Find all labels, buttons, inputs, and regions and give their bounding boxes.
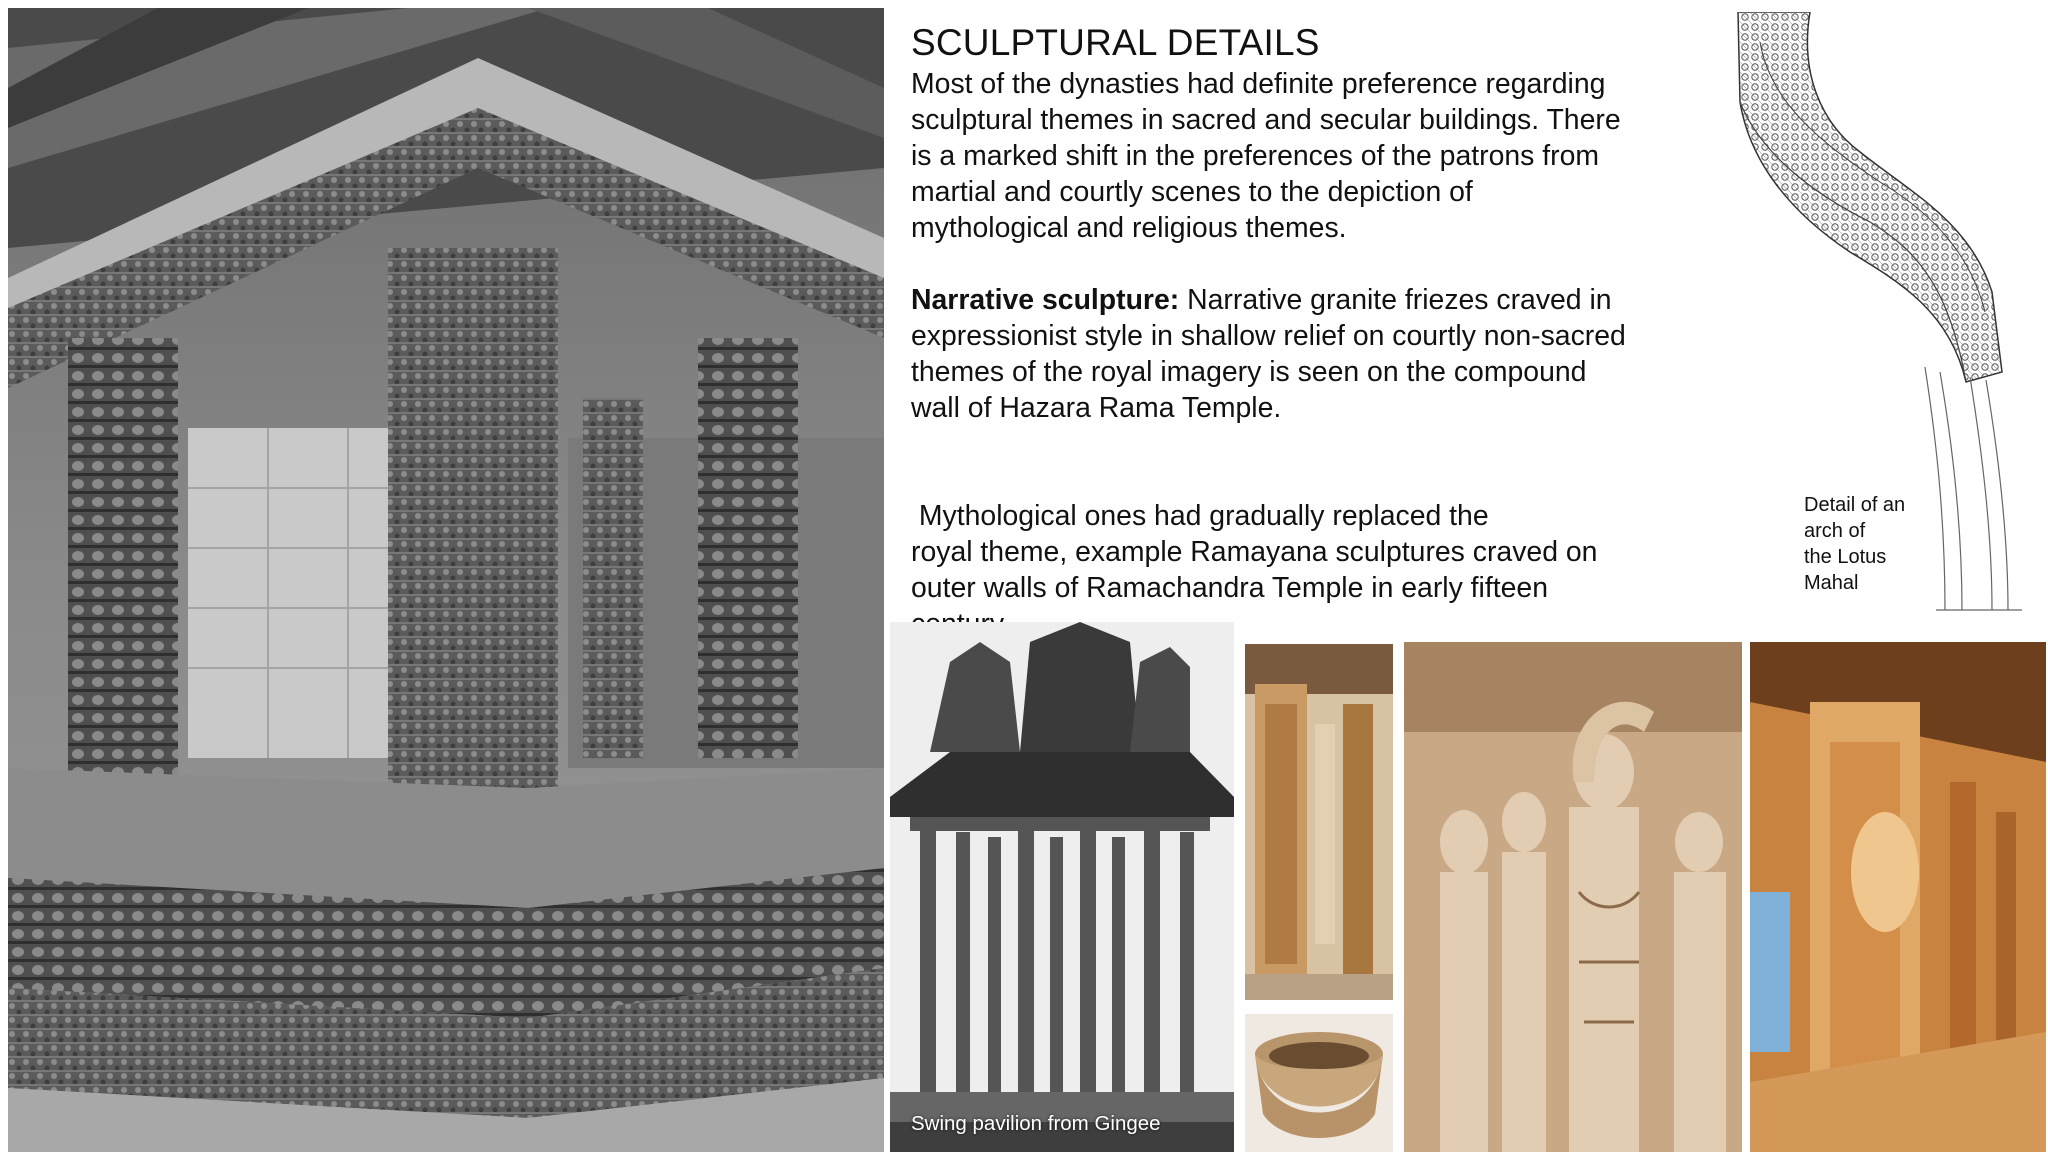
intro-line: Most of the dynasties had definite preference regarding [911,68,1606,100]
pillared-corridor-photo [1750,642,2046,1152]
stone-bowl-photo [1245,1014,1393,1152]
mythological-line: Mythological ones had gradually replaced the [911,500,1489,532]
narrative-line: themes of the royal imagery is seen on the compound [911,356,1587,388]
intro-line: martial and courtly scenes to the depiction of [911,176,1473,208]
text-block [911,22,1701,642]
intro-paragraph [911,66,1701,246]
relief-sculpture-photo [1404,642,1742,1152]
carved-pavilion-photo [8,8,884,1152]
narrative-label: Narrative sculpture: [911,284,1180,316]
mythological-line: outer walls of Ramachandra Temple in early fifteen [911,572,1549,604]
arch-caption-line: Mahal [1804,572,1859,594]
mythological-paragraph [911,462,1701,642]
narrative-paragraph [911,282,1701,426]
arch-caption [1804,492,1954,596]
carved-pillar-photo [1245,644,1393,1000]
arch-caption-line: arch of [1804,520,1866,542]
intro-line: is a marked shift in the preferences of the patrons from [911,140,1600,172]
arch-caption-line: Detail of an [1804,494,1906,516]
page-title: SCULPTURAL DETAILS [911,22,1320,63]
mythological-line: royal theme, example Ramayana sculptures craved on [911,536,1598,568]
intro-line: mythological and religious themes. [911,212,1347,244]
arch-caption-line: the Lotus [1804,546,1887,568]
narrative-line: Narrative granite friezes craved in [1179,284,1612,316]
swing-pavilion-photo [890,622,1234,1152]
narrative-line: expressionist style in shallow relief on courtly non-sacred [911,320,1626,352]
intro-line: sculptural themes in sacred and secular buildings. There [911,104,1621,136]
narrative-line: wall of Hazara Rama Temple. [911,392,1282,424]
pavilion-caption: Swing pavilion from Gingee [911,1112,1161,1135]
